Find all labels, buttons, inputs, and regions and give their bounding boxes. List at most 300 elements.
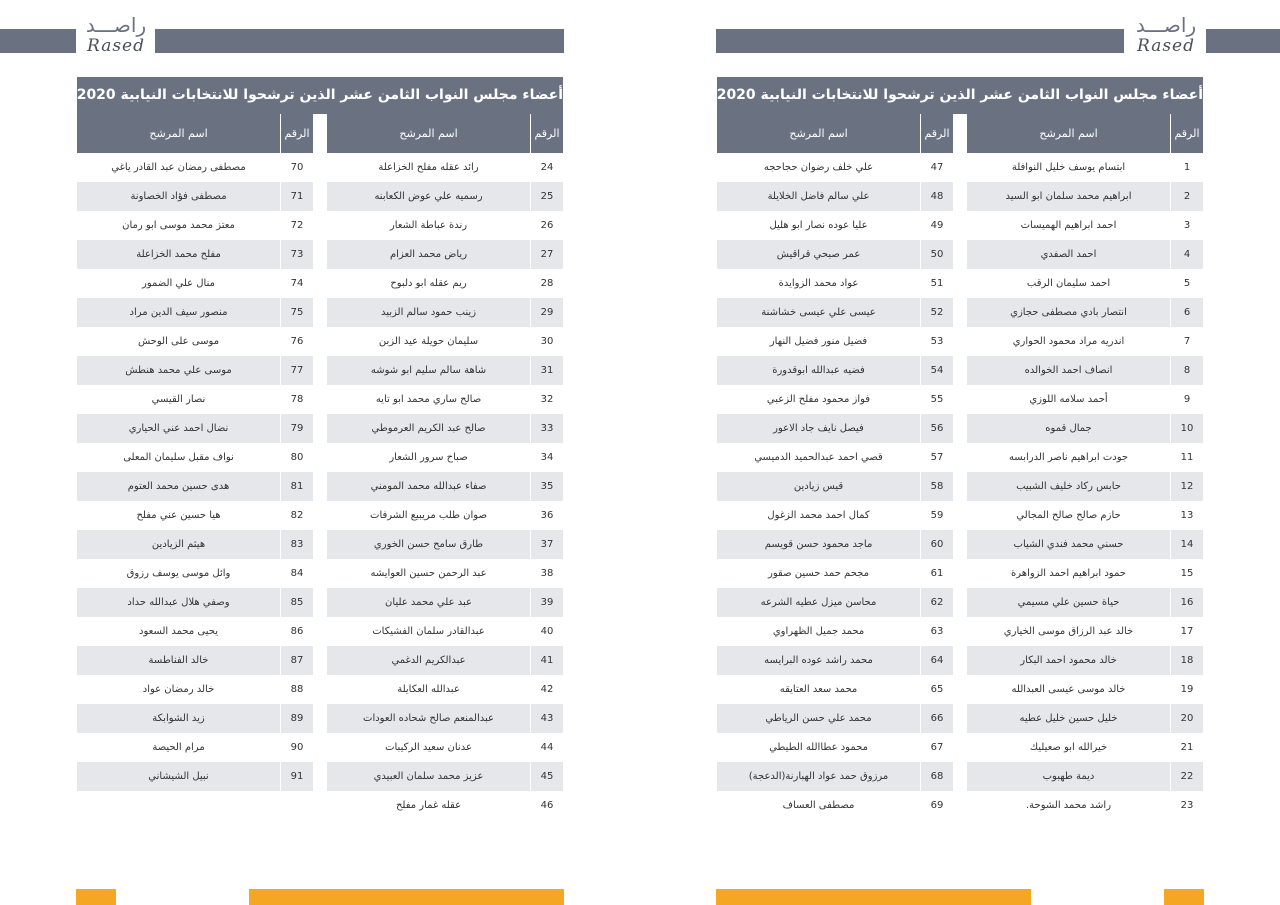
header-name: اسم المرشح bbox=[967, 114, 1170, 153]
table-row bbox=[717, 646, 953, 675]
table-row bbox=[77, 675, 313, 704]
candidate-name: حياة حسين علي مسيمي bbox=[1017, 597, 1120, 608]
candidate-name: محمود عطاالله الطيطي bbox=[769, 742, 868, 753]
candidate-number: 68 bbox=[920, 762, 953, 791]
candidate-number: 77 bbox=[280, 356, 313, 385]
candidate-number: 20 bbox=[1170, 704, 1203, 733]
candidate-number: 45 bbox=[530, 762, 563, 791]
logo-english: Rased bbox=[87, 36, 145, 56]
candidate-number: 4 bbox=[1170, 240, 1203, 269]
candidate-name: أحمد سلامه اللوزي bbox=[1029, 394, 1108, 405]
column-header bbox=[967, 114, 1203, 153]
header-bar-right bbox=[155, 29, 564, 53]
table-row bbox=[327, 327, 563, 356]
candidate-name: صباح سرور الشعار bbox=[389, 452, 468, 463]
candidate-number: 19 bbox=[1170, 675, 1203, 704]
table-row bbox=[717, 791, 953, 820]
header-number: الرقم bbox=[920, 114, 953, 153]
table-row bbox=[77, 791, 313, 820]
candidate-name: مرزوق حمد عواد الهبارنة(الدعجة) bbox=[748, 771, 889, 782]
table-row bbox=[77, 327, 313, 356]
candidate-number: 87 bbox=[280, 646, 313, 675]
table-row bbox=[967, 530, 1203, 559]
candidate-number: 36 bbox=[530, 501, 563, 530]
column-header bbox=[717, 114, 953, 153]
candidate-number: 14 bbox=[1170, 530, 1203, 559]
candidate-name: انتصار بادي مصطفى حجازي bbox=[1010, 307, 1127, 318]
table-row bbox=[717, 298, 953, 327]
candidate-name: نضال احمد عني الحياري bbox=[128, 423, 229, 434]
table-row bbox=[717, 153, 953, 182]
candidate-name: احمد ابراهيم الهميسات bbox=[1020, 220, 1117, 231]
table-row bbox=[967, 240, 1203, 269]
candidate-number: 79 bbox=[280, 414, 313, 443]
candidate-number: 82 bbox=[280, 501, 313, 530]
candidate-number: 13 bbox=[1170, 501, 1203, 530]
candidate-number: 80 bbox=[280, 443, 313, 472]
table-row bbox=[967, 733, 1203, 762]
candidate-number: 71 bbox=[280, 182, 313, 211]
candidate-number: 21 bbox=[1170, 733, 1203, 762]
table-row bbox=[77, 646, 313, 675]
table-row bbox=[327, 530, 563, 559]
candidate-number: 28 bbox=[530, 269, 563, 298]
candidate-name: محمد سعد العتايقه bbox=[779, 684, 858, 695]
candidate-number: 88 bbox=[280, 675, 313, 704]
table-row bbox=[77, 356, 313, 385]
candidate-number: 40 bbox=[530, 617, 563, 646]
table-row bbox=[967, 385, 1203, 414]
candidate-name: منال علي الضمور bbox=[142, 278, 215, 289]
candidate-name: عقله غمار مفلح bbox=[395, 800, 462, 811]
candidate-number: 54 bbox=[920, 356, 953, 385]
table-row bbox=[77, 269, 313, 298]
candidate-number: 84 bbox=[280, 559, 313, 588]
candidate-name: احمد الصفدي bbox=[1040, 249, 1097, 260]
table-row bbox=[77, 733, 313, 762]
table-row bbox=[717, 704, 953, 733]
candidate-name: محاسن ميزل عطيه الشرعه bbox=[760, 597, 877, 608]
candidate-name: صالح ساري محمد ابو تايه bbox=[375, 394, 482, 405]
table-row bbox=[327, 211, 563, 240]
right-page bbox=[640, 0, 1280, 905]
table-row bbox=[717, 269, 953, 298]
table-row bbox=[717, 733, 953, 762]
table-row bbox=[327, 414, 563, 443]
candidate-number: 61 bbox=[920, 559, 953, 588]
table-row bbox=[967, 501, 1203, 530]
candidate-name: محمد جميل الظهراوي bbox=[772, 626, 865, 637]
candidate-number: 85 bbox=[280, 588, 313, 617]
candidate-name: موسى علي محمد هنطش bbox=[125, 365, 232, 376]
table-row bbox=[717, 182, 953, 211]
table-row bbox=[327, 646, 563, 675]
header-name: اسم المرشح bbox=[77, 114, 280, 153]
footer-bar-small bbox=[76, 889, 116, 905]
table-row bbox=[717, 559, 953, 588]
header-number: الرقم bbox=[1170, 114, 1203, 153]
table-rows bbox=[327, 153, 563, 820]
candidate-name: نبيل الشيشاني bbox=[148, 771, 209, 782]
table-row bbox=[327, 501, 563, 530]
header-bar-left bbox=[0, 29, 76, 53]
candidate-name: زيد الشوابكة bbox=[152, 713, 205, 724]
table-title: أعضاء مجلس النواب الثامن عشر الذين ترشحوا للانتخابات النيابية 2020 bbox=[77, 77, 563, 114]
table-row bbox=[717, 588, 953, 617]
footer-bar-small bbox=[1164, 889, 1204, 905]
table-row bbox=[967, 791, 1203, 820]
table-row bbox=[77, 472, 313, 501]
table-row bbox=[967, 588, 1203, 617]
header-bar-left bbox=[716, 29, 1124, 53]
candidate-number: 33 bbox=[530, 414, 563, 443]
candidate-name: رسميه علي عوض الكعابنه bbox=[374, 191, 483, 202]
candidate-name: هدى حسين محمد العتوم bbox=[127, 481, 230, 492]
candidate-name: خالد رمضان عواد bbox=[142, 684, 215, 695]
logo-arabic: راصـــد bbox=[1135, 13, 1197, 37]
candidate-number: 60 bbox=[920, 530, 953, 559]
candidate-name: منصور سيف الدين مراد bbox=[129, 307, 228, 318]
candidate-name: معتز محمد موسى ابو رمان bbox=[122, 220, 235, 231]
table-row bbox=[967, 298, 1203, 327]
candidate-name: عليا عوده نصار ابو هليل bbox=[769, 220, 868, 231]
table-row bbox=[327, 617, 563, 646]
table-row bbox=[717, 762, 953, 791]
candidate-name: علي خلف رضوان حجاحجه bbox=[763, 162, 874, 173]
table-row bbox=[717, 675, 953, 704]
table-row bbox=[717, 240, 953, 269]
candidate-name: عيسى علي عيسى خشاشنة bbox=[761, 307, 876, 318]
table-row bbox=[967, 617, 1203, 646]
table-row bbox=[77, 182, 313, 211]
table-rows bbox=[77, 153, 313, 820]
candidate-name: نواف مقبل سليمان المعلى bbox=[123, 452, 234, 463]
candidate-name: رندة عباطة الشعار bbox=[389, 220, 468, 231]
rased-logo bbox=[1128, 14, 1204, 66]
candidate-number: 69 bbox=[920, 791, 953, 820]
candidate-name: حسني محمد فندي الشياب bbox=[1013, 539, 1124, 550]
candidate-name: سليمان حويلة عيد الزبن bbox=[378, 336, 479, 347]
candidate-name: عبدالله العكايلة bbox=[397, 684, 460, 695]
candidate-name: شاهة سالم سليم ابو شوشه bbox=[370, 365, 487, 376]
candidate-name: جمال قموه bbox=[1045, 423, 1092, 434]
candidate-number: 1 bbox=[1170, 153, 1203, 182]
header-number: الرقم bbox=[530, 114, 563, 153]
candidate-number: 42 bbox=[530, 675, 563, 704]
table-row bbox=[967, 675, 1203, 704]
candidate-number: 83 bbox=[280, 530, 313, 559]
candidate-number: 74 bbox=[280, 269, 313, 298]
candidate-number: 3 bbox=[1170, 211, 1203, 240]
candidate-name: خالد محمود احمد البكار bbox=[1020, 655, 1117, 666]
table-column-c1 bbox=[967, 114, 1203, 820]
candidate-number: 2 bbox=[1170, 182, 1203, 211]
candidate-name: خالد موسى عيسى العبدالله bbox=[1011, 684, 1126, 695]
table-row bbox=[327, 298, 563, 327]
table-row bbox=[77, 559, 313, 588]
candidate-number: 76 bbox=[280, 327, 313, 356]
candidate-name: عبدالكريم الدغمي bbox=[391, 655, 466, 666]
candidate-name: مصطفى فؤاد الخصاونة bbox=[130, 191, 227, 202]
table-row bbox=[717, 530, 953, 559]
candidate-name: عدنان سعيد الركيبات bbox=[385, 742, 472, 753]
table-row bbox=[77, 240, 313, 269]
candidate-number: 49 bbox=[920, 211, 953, 240]
candidate-number: 34 bbox=[530, 443, 563, 472]
table-title: أعضاء مجلس النواب الثامن عشر الذين ترشحوا للانتخابات النيابية 2020 bbox=[717, 77, 1203, 114]
candidate-number: 37 bbox=[530, 530, 563, 559]
candidate-number: 39 bbox=[530, 588, 563, 617]
logo-arabic: راصـــد bbox=[85, 13, 147, 37]
candidate-number: 35 bbox=[530, 472, 563, 501]
candidate-number: 27 bbox=[530, 240, 563, 269]
header-bar-right bbox=[1206, 29, 1280, 53]
table-row bbox=[967, 414, 1203, 443]
candidate-number: 15 bbox=[1170, 559, 1203, 588]
candidate-number: 90 bbox=[280, 733, 313, 762]
candidate-number: 91 bbox=[280, 762, 313, 791]
candidate-name: محمد راشد عوده البرايسه bbox=[764, 655, 873, 666]
candidate-number: 29 bbox=[530, 298, 563, 327]
candidate-name: انصاف احمد الخوالده bbox=[1024, 365, 1113, 376]
table-row bbox=[327, 472, 563, 501]
candidate-number: 5 bbox=[1170, 269, 1203, 298]
candidate-number: 10 bbox=[1170, 414, 1203, 443]
candidate-number: 73 bbox=[280, 240, 313, 269]
candidate-name: خالد عبد الرزاق موسى الخياري bbox=[1003, 626, 1134, 637]
candidate-number: 78 bbox=[280, 385, 313, 414]
candidate-name: قيس زيادين bbox=[793, 481, 844, 492]
candidate-name: مصطفى رمضان عبد القادر ياغي bbox=[111, 162, 246, 173]
table-row bbox=[327, 153, 563, 182]
candidate-name: وصفي هلال عبدالله حداد bbox=[127, 597, 230, 608]
candidate-name: عبدالقادر سلمان الفشيكات bbox=[372, 626, 485, 637]
candidate-number: 48 bbox=[920, 182, 953, 211]
candidate-number: 53 bbox=[920, 327, 953, 356]
candidate-number: 81 bbox=[280, 472, 313, 501]
candidate-number: 24 bbox=[530, 153, 563, 182]
candidate-name: ابتسام يوسف خليل النوافلة bbox=[1011, 162, 1126, 173]
candidate-name: رياض محمد العزام bbox=[389, 249, 468, 260]
candidate-name: عبدالمنعم صالح شحاده العودات bbox=[363, 713, 494, 724]
candidate-number: 7 bbox=[1170, 327, 1203, 356]
table-row bbox=[967, 762, 1203, 791]
candidate-number: 51 bbox=[920, 269, 953, 298]
candidate-number: 41 bbox=[530, 646, 563, 675]
table-rows bbox=[967, 153, 1203, 820]
table-row bbox=[967, 182, 1203, 211]
table-row bbox=[77, 588, 313, 617]
logo-english: Rased bbox=[1137, 36, 1195, 56]
candidate-name: مجحم حمد حسين صقور bbox=[768, 568, 869, 579]
candidate-name: محمد علي حسن الرياطي bbox=[765, 713, 872, 724]
column-header bbox=[327, 114, 563, 153]
candidate-number: 16 bbox=[1170, 588, 1203, 617]
candidate-number: 23 bbox=[1170, 791, 1203, 820]
candidate-name: خليل حسين خليل عطيه bbox=[1019, 713, 1118, 724]
header-name: اسم المرشح bbox=[327, 114, 530, 153]
table-row bbox=[967, 327, 1203, 356]
table-row bbox=[967, 153, 1203, 182]
candidate-name: خيرالله ابو صعيليك bbox=[1029, 742, 1108, 753]
candidate-number: 31 bbox=[530, 356, 563, 385]
candidate-name: رائد عقله مفلح الخزاعلة bbox=[378, 162, 479, 173]
candidate-name: فيصل نايف جاد الاعور bbox=[773, 423, 864, 434]
candidate-name: ابراهيم محمد سلمان ابو السيد bbox=[1005, 191, 1132, 202]
candidate-name: عبد علي محمد عليان bbox=[385, 597, 472, 608]
table-row bbox=[327, 762, 563, 791]
table-row bbox=[967, 269, 1203, 298]
candidate-name: مصطفى العساف bbox=[782, 800, 855, 811]
table-row bbox=[717, 472, 953, 501]
candidate-name: صوان طلب مريبيع الشرفات bbox=[370, 510, 487, 521]
column-header bbox=[77, 114, 313, 153]
candidate-name: علي سالم فاضل الخلايلة bbox=[767, 191, 870, 202]
table-row bbox=[327, 704, 563, 733]
table-row bbox=[967, 559, 1203, 588]
table-row bbox=[327, 443, 563, 472]
candidate-name: عواد محمد الزوايدة bbox=[778, 278, 859, 289]
table-row bbox=[77, 704, 313, 733]
candidate-number: 86 bbox=[280, 617, 313, 646]
table-row bbox=[327, 385, 563, 414]
candidate-number: 47 bbox=[920, 153, 953, 182]
table-row bbox=[327, 791, 563, 820]
candidate-number: 32 bbox=[530, 385, 563, 414]
candidate-number: 8 bbox=[1170, 356, 1203, 385]
table-row bbox=[77, 443, 313, 472]
candidate-number: 6 bbox=[1170, 298, 1203, 327]
candidate-number: 18 bbox=[1170, 646, 1203, 675]
candidate-number: 44 bbox=[530, 733, 563, 762]
candidate-name: ماجد محمود حسن قويسم bbox=[764, 539, 873, 550]
table-row bbox=[327, 733, 563, 762]
rased-logo bbox=[78, 14, 154, 66]
table-row bbox=[967, 443, 1203, 472]
table-column-c2 bbox=[717, 114, 953, 820]
table-row bbox=[327, 240, 563, 269]
footer-bar-large bbox=[716, 889, 1031, 905]
header-number: الرقم bbox=[280, 114, 313, 153]
table-row bbox=[77, 153, 313, 182]
candidate-name: صالح عبد الكريم العرموطي bbox=[371, 423, 486, 434]
candidate-number: 43 bbox=[530, 704, 563, 733]
candidate-number: 12 bbox=[1170, 472, 1203, 501]
table-row bbox=[717, 617, 953, 646]
candidate-name: عزيز محمد سلمان العبيدي bbox=[373, 771, 484, 782]
candidate-name: احمد سليمان الرقب bbox=[1026, 278, 1111, 289]
table-row bbox=[327, 269, 563, 298]
table-row bbox=[77, 530, 313, 559]
candidate-number: 9 bbox=[1170, 385, 1203, 414]
candidate-number: 38 bbox=[530, 559, 563, 588]
candidate-number: 89 bbox=[280, 704, 313, 733]
candidate-name: طارق سامح حسن الخوري bbox=[373, 539, 484, 550]
candidate-number: 30 bbox=[530, 327, 563, 356]
candidate-name: نصار القيسي bbox=[151, 394, 206, 405]
candidate-number: 55 bbox=[920, 385, 953, 414]
candidate-name: فواز محمود مفلح الزعبي bbox=[766, 394, 871, 405]
footer-bar-large bbox=[249, 889, 564, 905]
candidate-name: كمال احمد محمد الزغول bbox=[767, 510, 870, 521]
candidate-number: 63 bbox=[920, 617, 953, 646]
candidate-name: خالد الفناطسة bbox=[148, 655, 209, 666]
candidate-number: 57 bbox=[920, 443, 953, 472]
table-row bbox=[967, 211, 1203, 240]
table-row bbox=[717, 501, 953, 530]
candidate-number: 17 bbox=[1170, 617, 1203, 646]
candidate-number: 66 bbox=[920, 704, 953, 733]
candidate-name: موسى على الوحش bbox=[137, 336, 220, 347]
candidate-number: 26 bbox=[530, 211, 563, 240]
table-row bbox=[327, 356, 563, 385]
candidate-name: حمود ابراهيم احمد الزواهرة bbox=[1011, 568, 1126, 579]
candidate-name: صفاء عبدالله محمد المومني bbox=[370, 481, 487, 492]
candidate-number: 75 bbox=[280, 298, 313, 327]
candidate-name: زينب حمود سالم الزبيد bbox=[380, 307, 477, 318]
candidate-name: مفلح محمد الخزاعلة bbox=[136, 249, 221, 260]
table-row bbox=[327, 182, 563, 211]
candidate-name: ديمة طهبوب bbox=[1042, 771, 1095, 782]
candidate-name: هيا حسين عني مفلح bbox=[136, 510, 221, 521]
candidate-name: مرام الحيصة bbox=[152, 742, 205, 753]
table-row bbox=[77, 762, 313, 791]
table-row bbox=[327, 559, 563, 588]
candidate-name: عمر صبحي قراقيش bbox=[776, 249, 861, 260]
table-row bbox=[77, 385, 313, 414]
table-row bbox=[77, 501, 313, 530]
candidate-name: هيثم الزيادين bbox=[151, 539, 206, 550]
table-row bbox=[77, 211, 313, 240]
candidate-name: فضيل منور فضيل النهار bbox=[769, 336, 868, 347]
table-row bbox=[77, 298, 313, 327]
candidate-name: فضيه عبدالله ابوقدورة bbox=[772, 365, 865, 376]
candidate-number: 50 bbox=[920, 240, 953, 269]
table-row bbox=[967, 646, 1203, 675]
candidate-number: 67 bbox=[920, 733, 953, 762]
candidate-number: 59 bbox=[920, 501, 953, 530]
table-row bbox=[717, 211, 953, 240]
table-row bbox=[77, 414, 313, 443]
candidate-name: وائل موسى يوسف رزوق bbox=[126, 568, 231, 579]
candidate-number: 58 bbox=[920, 472, 953, 501]
header-name: اسم المرشح bbox=[717, 114, 920, 153]
table-row bbox=[967, 704, 1203, 733]
candidate-number: 46 bbox=[530, 791, 563, 820]
table-row bbox=[717, 414, 953, 443]
candidate-name: قصي احمد عبدالحميد الدميسي bbox=[754, 452, 883, 463]
candidate-name: راشد محمد الشوحة. bbox=[1025, 800, 1112, 811]
candidate-number: 72 bbox=[280, 211, 313, 240]
candidate-name: ريم عقله ابو دلبوح bbox=[390, 278, 467, 289]
candidate-name: حابس ركاد خليف الشبيب bbox=[1016, 481, 1121, 492]
table-column-c3 bbox=[327, 114, 563, 820]
candidate-number: 64 bbox=[920, 646, 953, 675]
table-row bbox=[327, 675, 563, 704]
candidate-name: عبد الرحمن حسين العوايشه bbox=[370, 568, 487, 579]
table-row bbox=[77, 617, 313, 646]
table-row bbox=[967, 472, 1203, 501]
candidate-number: 62 bbox=[920, 588, 953, 617]
candidate-name: جودت ابراهيم ناصر الدرابسه bbox=[1008, 452, 1129, 463]
candidate-number: 65 bbox=[920, 675, 953, 704]
candidate-name: حازم صالح صالح المجالي bbox=[1016, 510, 1121, 521]
candidate-number bbox=[280, 791, 313, 820]
candidate-number: 25 bbox=[530, 182, 563, 211]
candidate-number: 11 bbox=[1170, 443, 1203, 472]
candidate-number: 52 bbox=[920, 298, 953, 327]
candidate-number: 70 bbox=[280, 153, 313, 182]
